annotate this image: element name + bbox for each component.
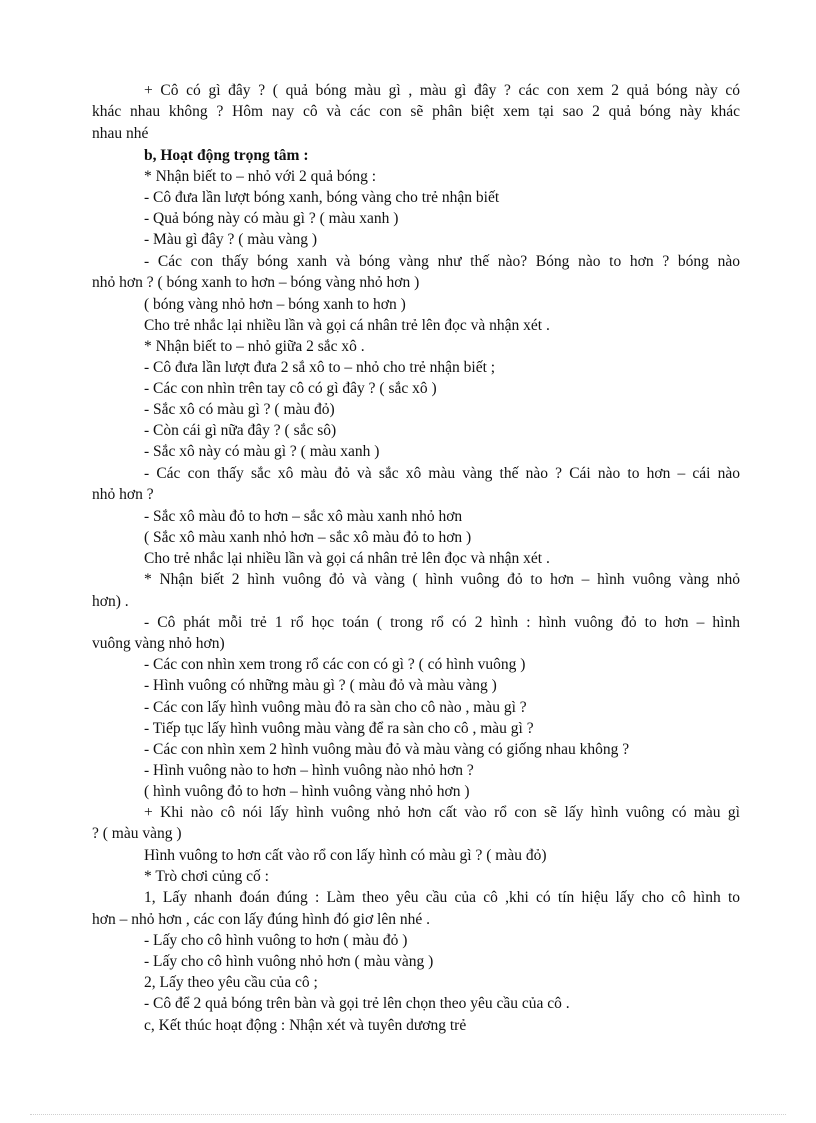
text-line: - Lấy cho cô hình vuông to hơn ( màu đỏ ) bbox=[144, 932, 408, 949]
text-line: - Cô đưa lần lượt bóng xanh, bóng vàng cho trẻ nhận biết bbox=[144, 189, 500, 206]
text-line: - Tiếp tục lấy hình vuông màu vàng để ra sàn cho cô , màu gì ? bbox=[144, 720, 534, 737]
text-line: nhau nhé bbox=[92, 125, 149, 142]
text-line: hơn) . bbox=[92, 593, 129, 610]
text-line: * Trò chơi củng cố : bbox=[144, 868, 269, 885]
text-line: * Nhận biết to – nhỏ với 2 quả bóng : bbox=[144, 168, 377, 185]
text-line: c, Kết thúc hoạt động : Nhận xét và tuyên dương trẻ bbox=[144, 1017, 467, 1034]
text-line: - Hình vuông có những màu gì ? ( màu đỏ và màu vàng ) bbox=[144, 677, 497, 694]
text-line: - Các con thấy sắc xô màu đỏ và sắc xô màu vàng thế nào ? Cái nào to hơn – cái nào bbox=[144, 465, 740, 482]
text-line: 1, Lấy nhanh đoán đúng : Làm theo yêu cầu của cô ,khi có tín hiệu lấy cho cô hình to bbox=[144, 889, 740, 906]
text-line: - Lấy cho cô hình vuông nhỏ hơn ( màu vàng ) bbox=[144, 953, 434, 970]
text-line: * Nhận biết 2 hình vuông đỏ và vàng ( hình vuông đỏ to hơn – hình vuông vàng nhỏ bbox=[144, 571, 740, 588]
text-line: nhỏ hơn ? bbox=[92, 486, 154, 503]
text-line: + Cô có gì đây ? ( quả bóng màu gì , màu gì đây ? các con xem 2 quả bóng này có bbox=[144, 82, 740, 99]
text-line: + Khi nào cô nói lấy hình vuông nhỏ hơn cất vào rổ con sẽ lấy hình vuông có màu gì bbox=[144, 804, 740, 821]
text-line: - Các con nhìn xem trong rổ các con có gì ? ( có hình vuông ) bbox=[144, 656, 526, 673]
text-line: ? ( màu vàng ) bbox=[92, 825, 182, 842]
text-line: 2, Lấy theo yêu cầu của cô ; bbox=[144, 974, 318, 991]
text-line: * Nhận biết to – nhỏ giữa 2 sắc xô . bbox=[144, 338, 365, 355]
text-line: - Còn cái gì nữa đây ? ( sắc sô) bbox=[144, 422, 337, 439]
text-line: - Các con lấy hình vuông màu đỏ ra sàn cho cô nào , màu gì ? bbox=[144, 699, 527, 716]
text-line: nhỏ hơn ? ( bóng xanh to hơn – bóng vàng nhỏ hơn ) bbox=[92, 274, 420, 291]
text-line: - Cô phát mỗi trẻ 1 rổ học toán ( trong rổ có 2 hình : hình vuông đỏ to hơn – hình bbox=[144, 614, 740, 631]
text-line: - Sắc xô màu đỏ to hơn – sắc xô màu xanh nhỏ hơn bbox=[144, 508, 463, 525]
section-heading: b, Hoạt động trọng tâm : bbox=[144, 147, 309, 164]
text-line: - Các con nhìn xem 2 hình vuông màu đỏ và màu vàng có giống nhau không ? bbox=[144, 741, 630, 758]
text-line: ( hình vuông đỏ to hơn – hình vuông vàng nhỏ hơn ) bbox=[144, 783, 470, 800]
text-line: ( bóng vàng nhỏ hơn – bóng xanh to hơn ) bbox=[144, 296, 406, 313]
text-line: Hình vuông to hơn cất vào rổ con lấy hình có màu gì ? ( màu đỏ) bbox=[144, 847, 547, 864]
text-line: khác nhau không ? Hôm nay cô và các con sẽ phân biệt xem tại sao 2 quả bóng này khác bbox=[92, 103, 740, 120]
text-line: - Sắc xô này có màu gì ? ( màu xanh ) bbox=[144, 443, 380, 460]
page-bottom-rule bbox=[30, 1114, 786, 1115]
text-line: ( Sắc xô màu xanh nhỏ hơn – sắc xô màu đỏ to hơn ) bbox=[144, 529, 472, 546]
text-line: - Các con nhìn trên tay cô có gì đây ? ( sắc xô ) bbox=[144, 380, 437, 397]
text-line: Cho trẻ nhắc lại nhiều lần và gọi cá nhân trẻ lên đọc và nhận xét . bbox=[144, 317, 550, 334]
text-line: hơn – nhỏ hơn , các con lấy đúng hình đó giơ lên nhé . bbox=[92, 911, 430, 928]
text-line: - Hình vuông nào to hơn – hình vuông nào nhỏ hơn ? bbox=[144, 762, 474, 779]
text-line: - Sắc xô có màu gì ? ( màu đỏ) bbox=[144, 401, 335, 418]
text-line: - Cô đưa lần lượt đưa 2 sắ xô to – nhỏ cho trẻ nhận biết ; bbox=[144, 359, 496, 376]
text-line: - Màu gì đây ? ( màu vàng ) bbox=[144, 231, 318, 248]
text-line: - Các con thấy bóng xanh và bóng vàng như thế nào? Bóng nào to hơn ? bóng nào bbox=[144, 253, 740, 270]
text-line: - Quả bóng này có màu gì ? ( màu xanh ) bbox=[144, 210, 399, 227]
text-line: vuông vàng nhỏ hơn) bbox=[92, 635, 225, 652]
text-line: - Cô để 2 quả bóng trên bàn và gọi trẻ lên chọn theo yêu cầu của cô . bbox=[144, 995, 570, 1012]
text-line: Cho trẻ nhắc lại nhiều lần và gọi cá nhân trẻ lên đọc và nhận xét . bbox=[144, 550, 550, 567]
